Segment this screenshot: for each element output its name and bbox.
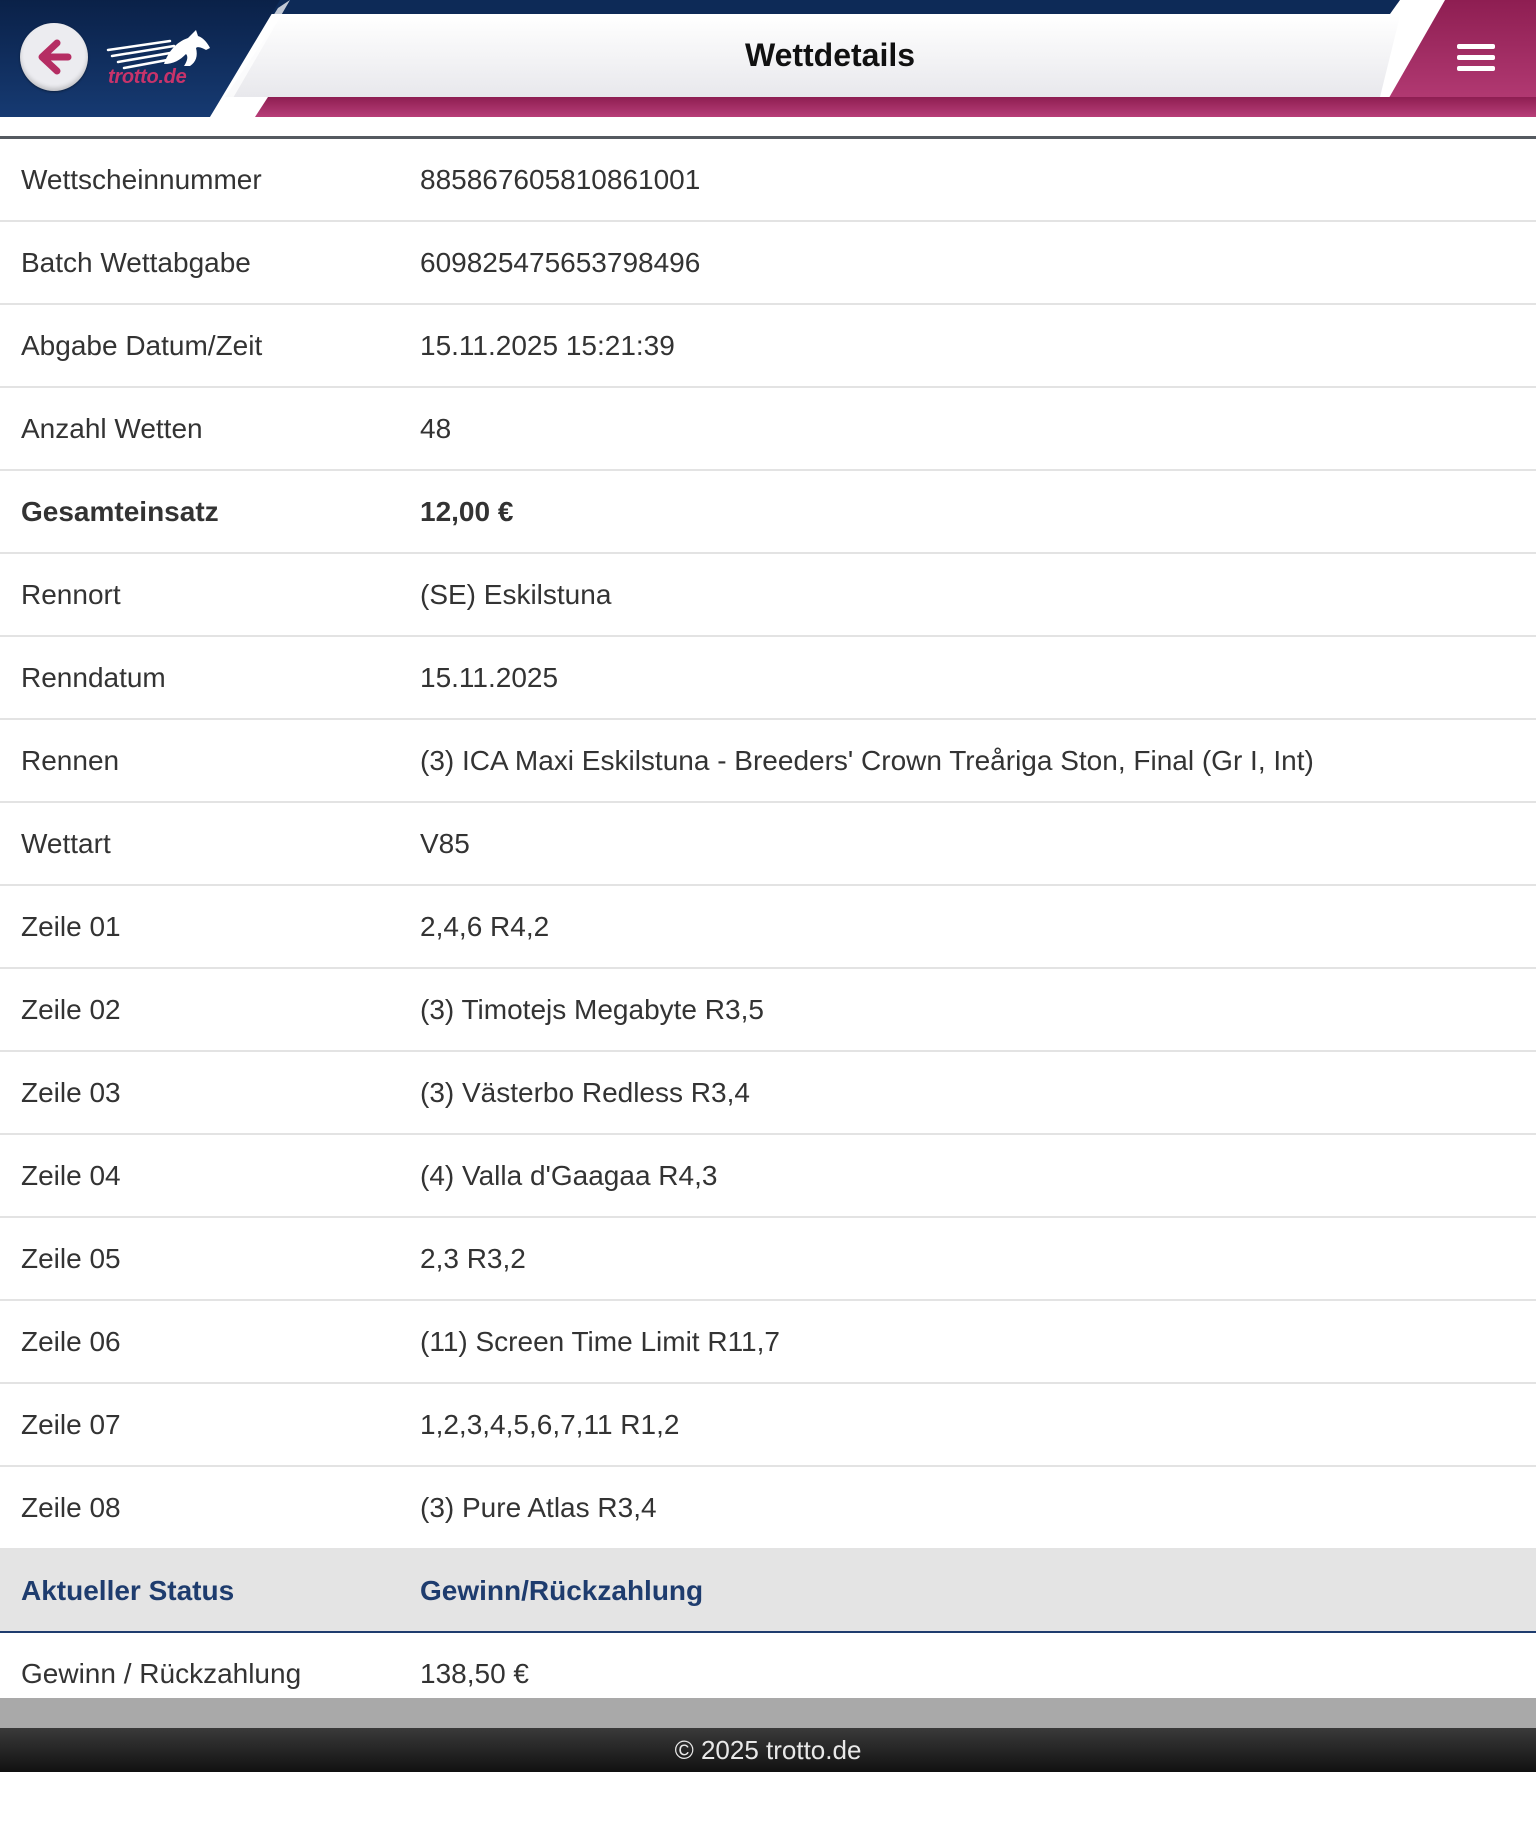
detail-row-zeile-03 xyxy=(0,1052,1536,1135)
detail-label: Zeile 06 xyxy=(21,1326,121,1357)
detail-value: (4) Valla d'Gaagaa R4,3 xyxy=(420,1160,718,1191)
detail-value: 609825475653798496 xyxy=(420,247,701,278)
detail-row-zeile-04 xyxy=(0,1135,1536,1218)
detail-value: 15.11.2025 15:21:39 xyxy=(420,330,675,361)
payout-label: Gewinn / Rückzahlung xyxy=(21,1658,302,1689)
detail-row-wettscheinnummer xyxy=(0,139,1536,222)
detail-row-renndatum xyxy=(0,637,1536,720)
detail-label: Anzahl Wetten xyxy=(21,413,203,444)
detail-row-abgabe-datum xyxy=(0,305,1536,388)
detail-label: Zeile 05 xyxy=(21,1243,121,1274)
detail-value: 1,2,3,4,5,6,7,11 R1,2 xyxy=(420,1409,680,1440)
detail-row-zeile-06 xyxy=(0,1301,1536,1384)
app-header xyxy=(0,0,1536,117)
detail-value: 2,4,6 R4,2 xyxy=(420,911,550,942)
arrow-left-icon xyxy=(34,37,74,77)
detail-value: (3) Västerbo Redless R3,4 xyxy=(420,1077,750,1108)
detail-row-gesamteinsatz xyxy=(0,471,1536,554)
detail-label: Zeile 01 xyxy=(21,911,121,942)
detail-label: Renndatum xyxy=(21,662,166,693)
detail-row-batch-wettabgabe xyxy=(0,222,1536,305)
status-row xyxy=(0,1550,1536,1633)
status-value: Gewinn/Rückzahlung xyxy=(420,1575,704,1606)
detail-row-wettart xyxy=(0,803,1536,886)
status-label: Aktueller Status xyxy=(21,1575,235,1606)
detail-value: (3) ICA Maxi Eskilstuna - Breeders' Crown Treåriga Ston, Final (Gr I, Int) xyxy=(420,745,1314,776)
detail-row-zeile-05 xyxy=(0,1218,1536,1301)
detail-label: Zeile 03 xyxy=(21,1077,121,1108)
page-title: Wettdetails xyxy=(744,37,916,73)
detail-label: Zeile 02 xyxy=(21,994,121,1025)
detail-value: 2,3 R3,2 xyxy=(420,1243,526,1274)
detail-label: Zeile 04 xyxy=(21,1160,121,1191)
detail-value: 885867605810861001 xyxy=(420,164,701,195)
detail-row-rennort xyxy=(0,554,1536,637)
back-button[interactable] xyxy=(20,23,88,91)
detail-row-anzahl-wetten xyxy=(0,388,1536,471)
detail-label: Abgabe Datum/Zeit xyxy=(21,330,263,361)
detail-value: 48 xyxy=(420,413,452,444)
detail-value: 12,00 € xyxy=(420,496,514,527)
footer-divider xyxy=(0,1698,1536,1728)
hamburger-menu-icon xyxy=(1457,44,1495,49)
detail-value: (SE) Eskilstuna xyxy=(420,579,612,610)
detail-label: Zeile 07 xyxy=(21,1409,121,1440)
detail-row-zeile-02 xyxy=(0,969,1536,1052)
menu-button[interactable] xyxy=(1457,44,1495,74)
detail-value: (3) Timotejs Megabyte R3,5 xyxy=(420,994,764,1025)
detail-value: (11) Screen Time Limit R11,7 xyxy=(420,1326,780,1357)
detail-label: Zeile 08 xyxy=(21,1492,121,1523)
detail-value: 15.11.2025 xyxy=(420,662,559,693)
detail-label: Gesamteinsatz xyxy=(21,496,219,527)
logo-text: trotto.de xyxy=(108,66,187,88)
detail-label: Rennort xyxy=(21,579,121,610)
detail-label: Rennen xyxy=(21,745,120,776)
detail-value: V85 xyxy=(420,828,470,859)
detail-label: Wettscheinnummer xyxy=(21,164,262,195)
bet-details-table xyxy=(0,139,1536,1714)
detail-label: Batch Wettabgabe xyxy=(21,247,251,278)
detail-label: Wettart xyxy=(21,828,111,859)
detail-row-zeile-07 xyxy=(0,1384,1536,1467)
payout-value: 138,50 € xyxy=(420,1658,529,1689)
detail-row-zeile-08 xyxy=(0,1467,1536,1550)
footer-copyright: © 2025 trotto.de xyxy=(0,1728,1536,1772)
detail-row-rennen xyxy=(0,720,1536,803)
detail-row-zeile-01 xyxy=(0,886,1536,969)
detail-value: (3) Pure Atlas R3,4 xyxy=(420,1492,657,1523)
